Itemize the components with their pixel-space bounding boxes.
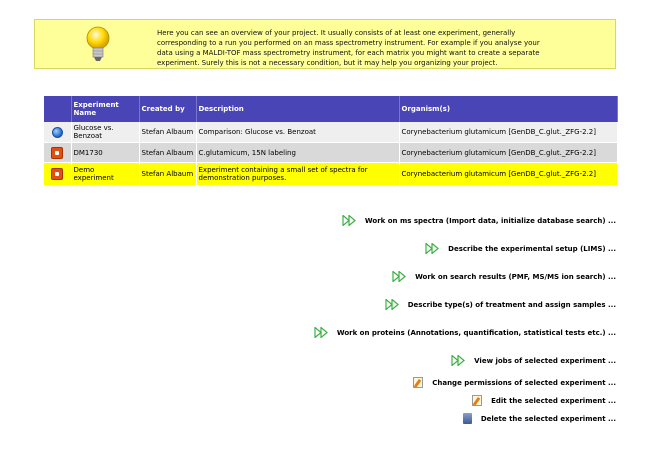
- description: Comparison: Glucose vs. Benzoat: [196, 122, 399, 143]
- table-row[interactable]: [44, 143, 617, 163]
- fast-forward-icon: [451, 355, 465, 366]
- organism: Corynebacterium glutamicum [GenDB_C.glut._ZFG-2.2]: [399, 122, 617, 143]
- fast-forward-icon: [314, 327, 328, 338]
- organism: Corynebacterium glutamicum [GenDB_C.glut._ZFG-2.2]: [399, 163, 617, 186]
- table-row-selected[interactable]: [44, 163, 617, 186]
- experiment-name[interactable]: Demo experiment: [71, 163, 139, 186]
- fast-forward-icon: [342, 215, 356, 226]
- work-on-proteins-link[interactable]: Work on proteins (Annotations, quantification, statistical tests etc.) ...: [314, 327, 616, 338]
- lock-icon: [51, 168, 63, 180]
- experiment-name-header[interactable]: Experiment Name: [71, 96, 139, 122]
- table-row[interactable]: [44, 122, 617, 143]
- fast-forward-icon: [392, 271, 406, 282]
- description: Experiment containing a small set of spectra for demonstration purposes.: [196, 163, 399, 186]
- organism-header[interactable]: Organism(s): [399, 96, 617, 122]
- trash-icon: [463, 413, 472, 424]
- fast-forward-icon: [425, 243, 439, 254]
- table-header-row: [44, 96, 617, 122]
- edit-pencil-icon: [472, 395, 482, 406]
- lock-icon: [51, 147, 63, 159]
- lightbulb-icon: [83, 25, 113, 65]
- created-by: Stefan Albaum: [139, 163, 196, 186]
- edit-experiment-link[interactable]: Edit the selected experiment ...: [472, 395, 616, 406]
- change-permissions-link[interactable]: Change permissions of selected experiment ...: [413, 377, 616, 388]
- experiment-name[interactable]: DM1730: [71, 143, 139, 163]
- delete-experiment-link[interactable]: Delete the selected experiment ...: [463, 413, 616, 424]
- experiment-name[interactable]: Glucose vs. Benzoat: [71, 122, 139, 143]
- created-by: Stefan Albaum: [139, 143, 196, 163]
- describe-treatment-link[interactable]: Describe type(s) of treatment and assign samples ...: [385, 299, 616, 310]
- description-header[interactable]: Description: [196, 96, 399, 122]
- created-by: Stefan Albaum: [139, 122, 196, 143]
- fast-forward-icon: [385, 299, 399, 310]
- info-box: [34, 19, 616, 69]
- work-on-search-results-link[interactable]: Work on search results (PMF, MS/MS ion search) ...: [392, 271, 616, 282]
- edit-pencil-icon: [413, 377, 423, 388]
- experiments-table: [44, 96, 618, 186]
- created-by-header[interactable]: Created by: [139, 96, 196, 122]
- globe-icon: [52, 127, 63, 138]
- view-jobs-link[interactable]: View jobs of selected experiment ...: [451, 355, 616, 366]
- work-on-ms-spectra-link[interactable]: Work on ms spectra (Import data, initialize database search) ...: [342, 215, 616, 226]
- icon-column-header: [44, 96, 71, 122]
- organism: Corynebacterium glutamicum [GenDB_C.glut._ZFG-2.2]: [399, 143, 617, 163]
- info-text: Here you can see an overview of your project. It usually consists of at least one experiment, generally corresponding to a run you performed on an mass spectrometry instrument. For example if you analyse your data using a MALDI-TOF mass spectrometry instrument, for each matrix you might want to create a separate experiment. Surely this is not a necessary condition, but it may help you organizing your project.: [157, 29, 540, 67]
- description: C.glutamicum, 15N labeling: [196, 143, 399, 163]
- describe-experimental-setup-link[interactable]: Describe the experimental setup (LIMS) ...: [425, 243, 616, 254]
